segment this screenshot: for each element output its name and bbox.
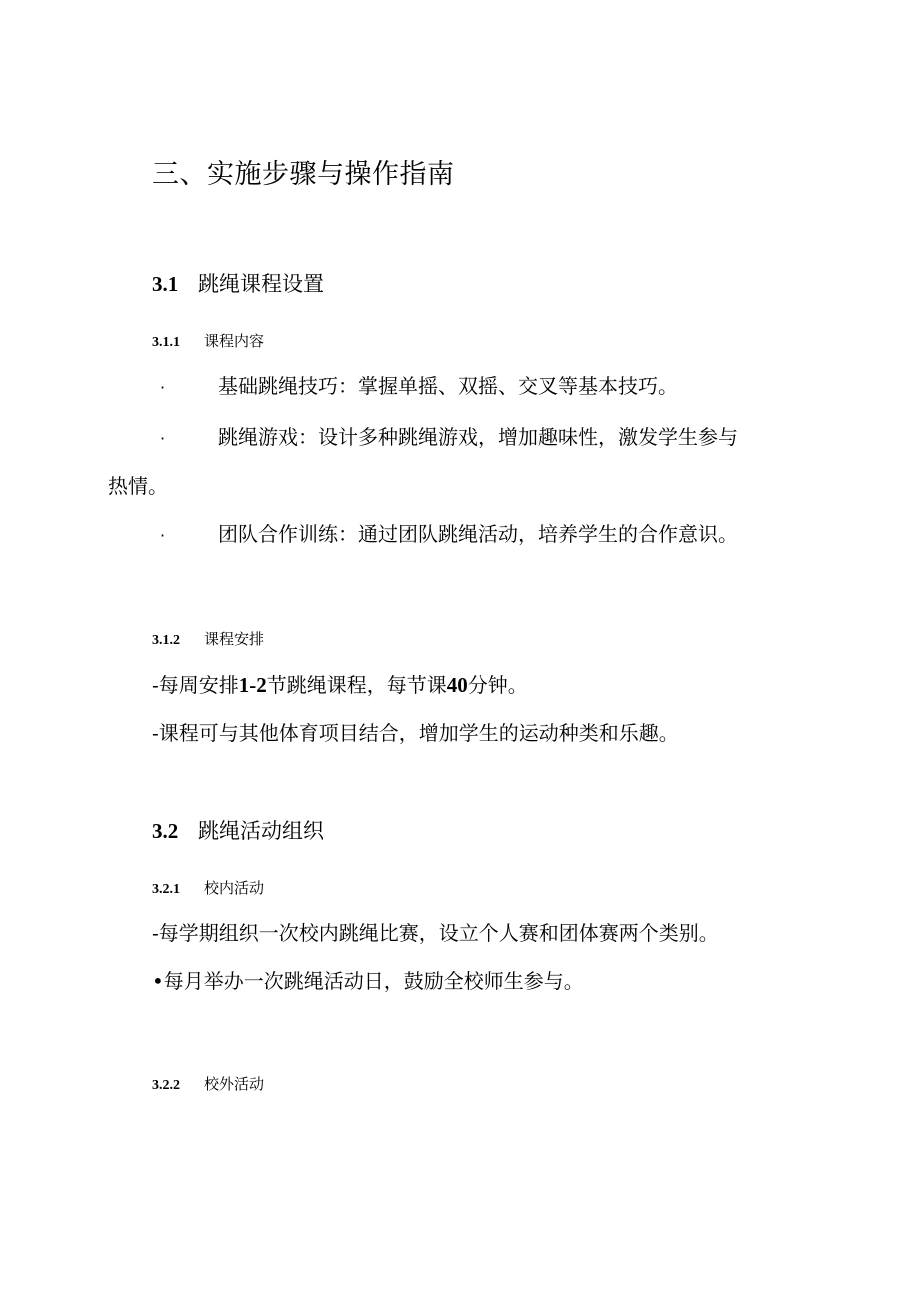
list-item-term: 跳绳游戏 — [218, 425, 298, 449]
subsection-number: 3.2.2 — [152, 1078, 180, 1093]
section-number: 3.2 — [152, 819, 179, 843]
section-3-1-heading — [152, 268, 324, 298]
list-item-desc: ：掌握单摇、双摇、交叉等基本技巧。 — [338, 374, 678, 398]
list-item-term: 基础跳绳技巧 — [218, 374, 338, 398]
chapter-title: 三、实施步骤与操作指南 — [152, 159, 455, 190]
section-number: 3.1 — [152, 272, 179, 296]
subsection-number: 3.1.1 — [152, 335, 180, 350]
activity-line: •每月举办一次跳绳活动日，鼓励全校师生参与。 — [152, 969, 584, 993]
section-label: 跳绳课程设置 — [198, 272, 324, 296]
list-item-continuation: 热情。 — [108, 474, 168, 498]
list-item — [160, 518, 738, 547]
schedule-line — [152, 669, 528, 698]
section-3-2-heading — [152, 815, 324, 845]
subsection-3-2-1-heading — [152, 877, 264, 898]
list-item-desc: ：通过团队跳绳活动，培养学生的合作意识。 — [338, 522, 738, 546]
list-item — [160, 370, 678, 399]
lesson-count: 1-2 — [238, 673, 267, 697]
bullet: · — [160, 526, 166, 545]
activity-line: -每学期组织一次校内跳绳比赛，设立个人赛和团体赛两个类别。 — [152, 921, 719, 945]
bullet: · — [160, 429, 166, 448]
subsection-number: 3.2.1 — [152, 882, 180, 897]
subsection-label: 校内活动 — [204, 879, 265, 897]
text-run: 分钟。 — [467, 673, 528, 697]
lesson-minutes: 40 — [446, 673, 468, 697]
subsection-3-2-2-heading — [152, 1073, 264, 1094]
subsection-label: 课程内容 — [204, 332, 265, 350]
schedule-line: -课程可与其他体育项目结合，增加学生的运动种类和乐趣。 — [152, 721, 679, 745]
subsection-label: 校外活动 — [204, 1075, 265, 1093]
subsection-number: 3.1.2 — [152, 633, 180, 648]
subsection-3-1-2-heading — [152, 628, 264, 649]
bullet: · — [160, 378, 166, 397]
text-run: 节跳绳课程，每节课 — [266, 673, 447, 697]
list-item-term: 团队合作训练 — [218, 522, 338, 546]
subsection-label: 课程安排 — [204, 630, 265, 648]
subsection-3-1-1-heading — [152, 330, 264, 351]
text-run: -每周安排 — [152, 673, 239, 697]
section-label: 跳绳活动组织 — [198, 819, 324, 843]
list-item-desc: ：设计多种跳绳游戏，增加趣味性，激发学生参与 — [298, 425, 738, 449]
list-item — [160, 421, 738, 450]
